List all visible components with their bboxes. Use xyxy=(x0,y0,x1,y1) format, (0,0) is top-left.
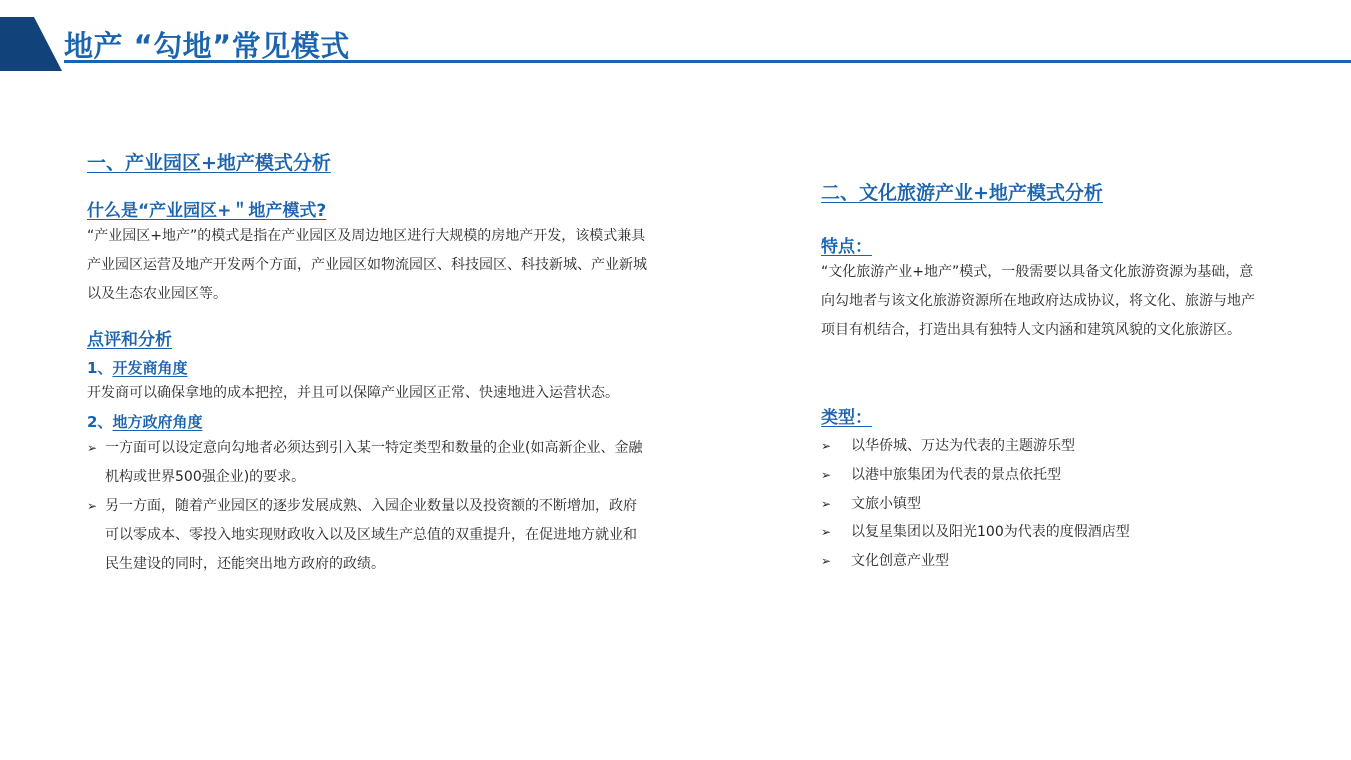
left-column xyxy=(87,148,647,579)
list-item xyxy=(821,518,1261,547)
list-item xyxy=(821,547,1261,576)
arrow-bullet-icon: ➢ xyxy=(821,467,832,482)
types-list xyxy=(821,432,1261,576)
list-item xyxy=(821,461,1261,490)
list-item-text: 文旅小镇型 xyxy=(851,495,921,512)
developer-angle-heading xyxy=(87,357,647,378)
arrow-bullet-icon: ➢ xyxy=(821,496,832,511)
list-item xyxy=(87,492,647,579)
what-is-heading: 什么是“产业园区+＂地产模式? xyxy=(87,201,327,221)
list-item-text: 以港中旅集团为代表的景点依托型 xyxy=(851,466,1061,483)
right-column xyxy=(821,178,1261,576)
list-item xyxy=(821,432,1261,461)
feature-heading xyxy=(821,232,1261,257)
types-title: 类型 xyxy=(821,408,855,428)
government-angle-list xyxy=(87,434,647,579)
government-angle-number: 2、 xyxy=(87,413,113,431)
list-item xyxy=(821,490,1261,519)
types-colon: ： xyxy=(855,408,872,428)
developer-angle-title: 开发商角度 xyxy=(112,359,188,377)
arrow-bullet-icon: ➢ xyxy=(87,499,98,513)
developer-angle-body: 开发商可以确保拿地的成本把控，并且可以保障产业园区正常、快速地进入运营状态。 xyxy=(87,385,619,401)
what-is-body: “产业园区+地产”的模式是指在产业园区及周边地区进行大规模的房地产开发，该模式兼具产业园区运营及地产开发两个方面，产业园区如物流园区、科技园区、科技新城、产业新城以及生态农业园区等。 xyxy=(87,228,647,302)
government-angle-heading xyxy=(87,411,647,432)
list-item-text: 以复星集团以及阳光100为代表的度假酒店型 xyxy=(851,524,1130,541)
types-heading xyxy=(821,403,1261,428)
arrow-bullet-icon: ➢ xyxy=(821,554,832,569)
review-heading: 点评和分析 xyxy=(87,330,172,350)
list-item-text: 一方面可以设定意向勾地者必须达到引入某一特定类型和数量的企业(如高新企业、金融机构或世界500强企业)的要求。 xyxy=(105,440,643,485)
developer-angle-number: 1、 xyxy=(87,359,113,377)
list-item-text: 文化创意产业型 xyxy=(851,553,949,570)
government-angle-title: 地方政府角度 xyxy=(112,413,203,431)
arrow-bullet-icon: ➢ xyxy=(821,439,832,453)
list-item xyxy=(87,434,647,492)
section-title-industrial-park: 一、产业园区+地产模式分析 xyxy=(87,152,331,174)
list-item-text: 以华侨城、万达为代表的主题游乐型 xyxy=(851,438,1075,454)
page-title: 地产 “勾地”常见模式 xyxy=(64,29,350,63)
feature-colon: ： xyxy=(855,237,872,257)
corner-decoration xyxy=(0,17,62,71)
feature-body: “文化旅游产业+地产”模式，一般需要以具备文化旅游资源为基础，意向勾地者与该文化旅游资源所在地政府达成协议，将文化、旅游与地产项目有机结合，打造出具有独特人文内涵和建筑风貌的文化旅游区。 xyxy=(821,264,1255,338)
arrow-bullet-icon: ➢ xyxy=(87,441,98,455)
feature-title: 特点 xyxy=(821,237,855,257)
section-title-cultural-tourism: 二、文化旅游产业+地产模式分析 xyxy=(821,182,1103,204)
arrow-bullet-icon: ➢ xyxy=(821,525,832,540)
list-item-text: 另一方面，随着产业园区的逐步发展成熟、入园企业数量以及投资额的不断增加，政府可以零成本、零投入地实现财政收入以及区域生产总值的双重提升，在促进地方就业和民生建设的同时，还能突出地方政府的政绩。 xyxy=(105,498,637,572)
